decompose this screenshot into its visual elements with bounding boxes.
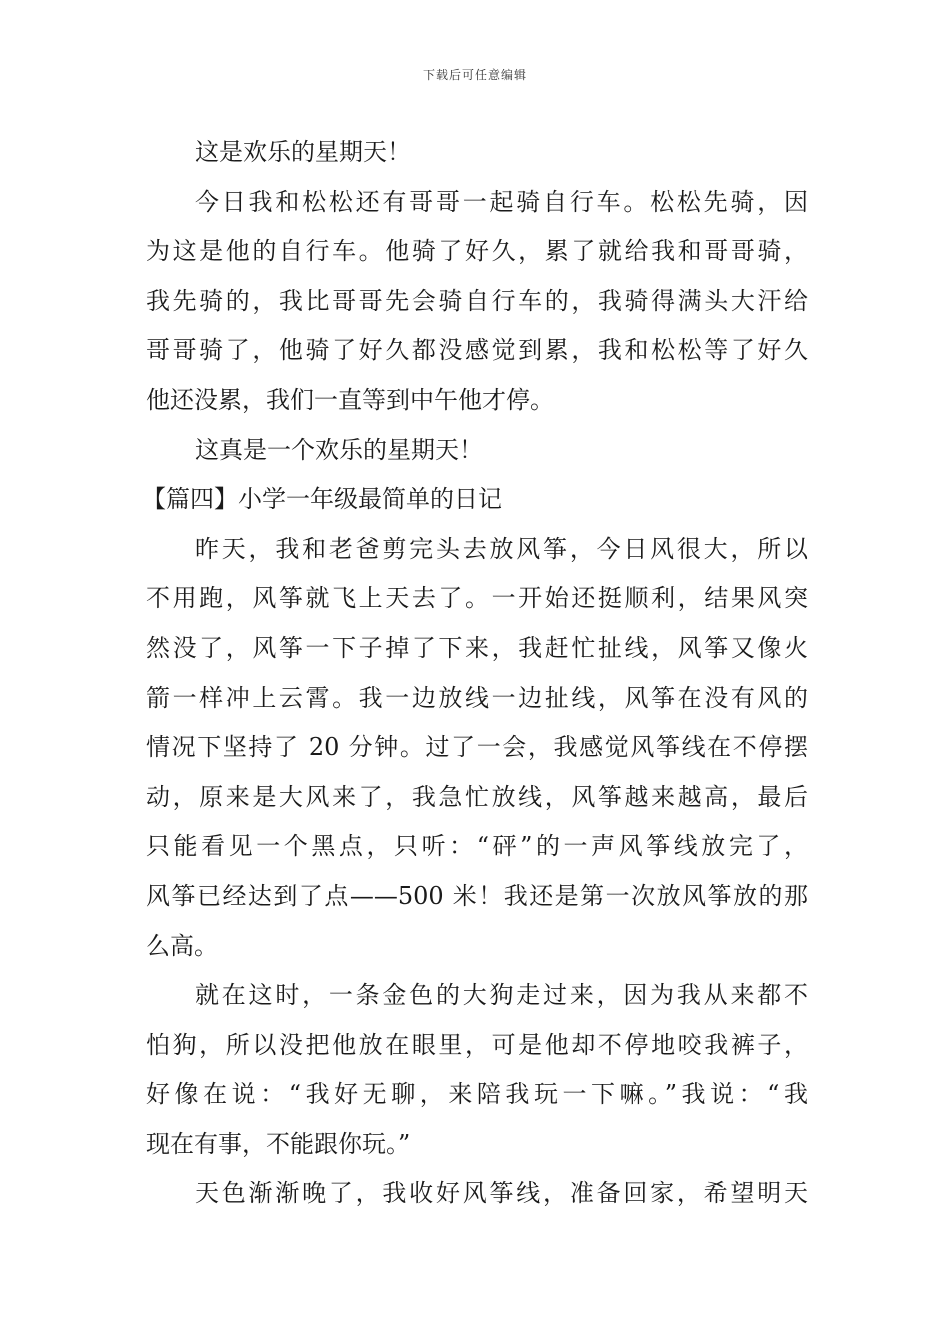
text-line: 今日我和松松还有哥哥一起骑自行车。松松先骑，因 [195,187,808,216]
text-line: 风筝已经达到了点——500 米！我还是第一次放风筝放的那 [146,881,808,910]
document-body [142,128,808,1219]
text-line: 只能看见一个黑点，只听：“砰”的一声风筝线放完了， [146,832,808,861]
text-line: 这真是一个欢乐的星期天！ [195,435,483,464]
text-line: 哥哥骑了，他骑了好久都没感觉到累，我和松松等了好久 [146,336,808,365]
text-line: 昨天，我和老爸剪完头去放风筝，今日风很大，所以 [195,534,808,563]
text-line: 现在有事，不能跟你玩。” [146,1129,411,1158]
text-line: 情况下坚持了 20 分钟。过了一会，我感觉风筝线在不停摆 [146,733,808,762]
text-line: 为这是他的自行车。他骑了好久，累了就给我和哥哥骑， [146,237,808,266]
page-header-note: 下载后可任意编辑 [422,68,527,82]
text-line: 我先骑的，我比哥哥先会骑自行车的，我骑得满头大汗给 [146,286,808,315]
text-line: 好像在说：“我好无聊，来陪我玩一下嘛。”我说：“我 [146,1080,808,1109]
section-heading: 【篇四】小学一年级最简单的日记 [142,485,502,514]
text-line: 他还没累，我们一直等到中午他才停。 [146,385,554,414]
text-line: 动，原来是大风来了，我急忙放线，风筝越来越高，最后 [146,782,808,811]
text-line: 箭一样冲上云霄。我一边放线一边扯线，风筝在没有风的 [146,683,808,712]
text-line: 怕狗，所以没把他放在眼里，可是他却不停地咬我裤子， [146,1030,808,1059]
text-line: 么高。 [146,931,218,960]
text-line: 这是欢乐的星期天！ [195,138,411,166]
text-line: 然没了，风筝一下子掉了下来，我赶忙扯线，风筝又像火 [146,633,808,662]
text-line: 天色渐渐晚了，我收好风筝线，准备回家，希望明天 [195,1179,808,1208]
text-line: 不用跑，风筝就飞上天去了。一开始还挺顺利，结果风突 [146,584,808,613]
text-line: 就在这时，一条金色的大狗走过来，因为我从来都不 [195,981,808,1010]
